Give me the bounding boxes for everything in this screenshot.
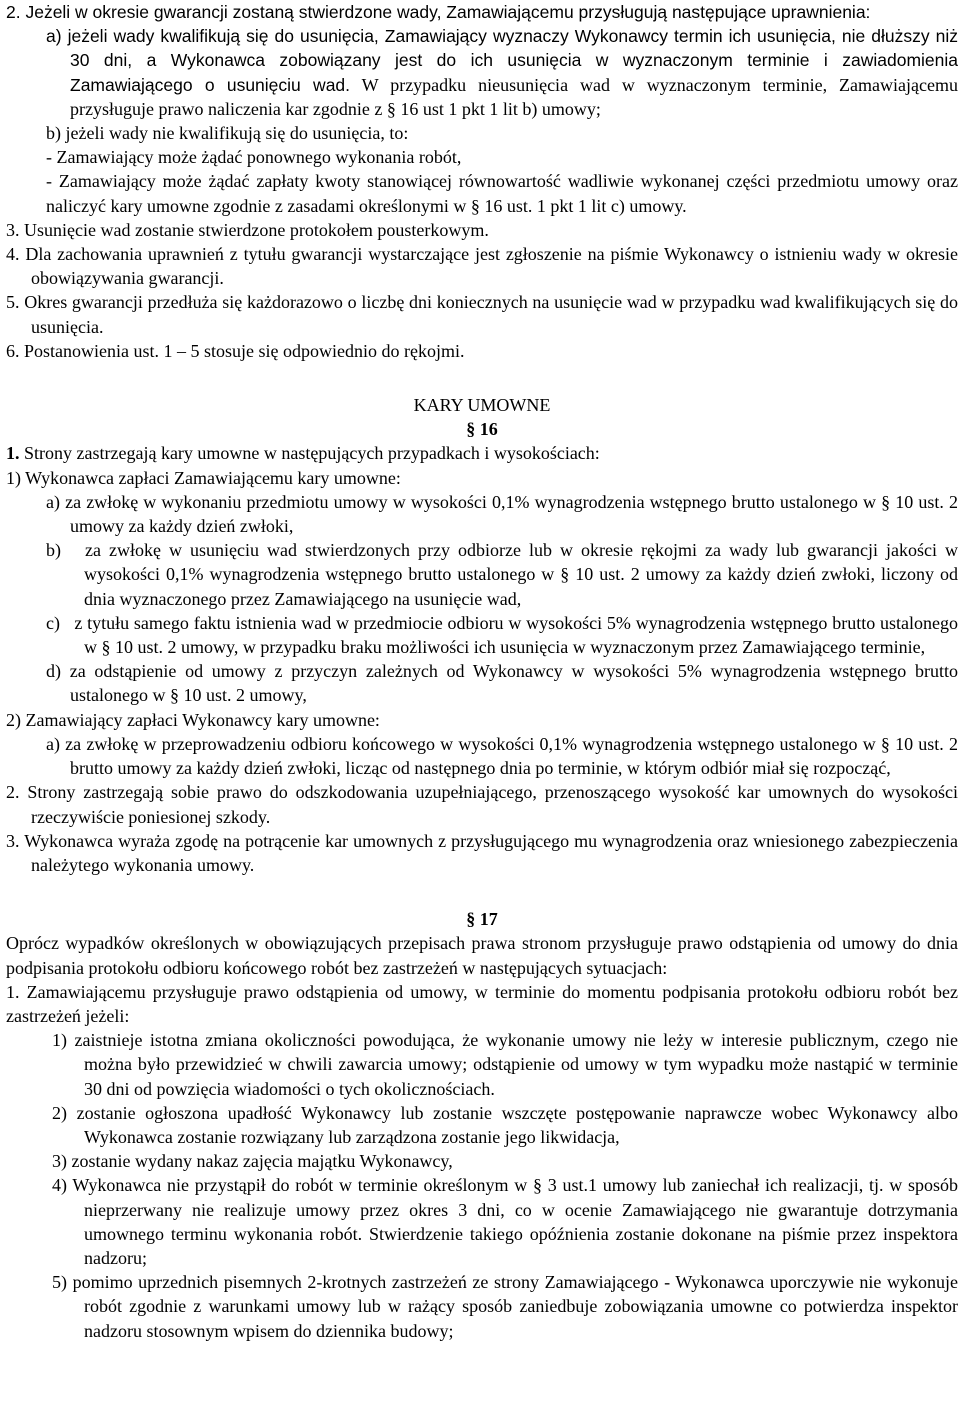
- kary-point-1-1b: b) za zwłokę w usunięciu wad stwierdzonych przy odbiorze lub w okresie rękojmi za wady lub gwarancji jakości w wysokości 0,1% wynagrodzenia wstępnego brutto ustalonego w § 10 ust. 2 umowy za każdy dzień zwłoki, liczony od dnia wyznaczonego przez Zamawiającego na usunięcie wad,: [46, 540, 958, 609]
- kary-point-1-number: 1.: [6, 443, 20, 464]
- kary-point-1-1d: d) za odstąpienie od umowy z przyczyn zależnych od Wykonawcy w wysokości 5% wynagrodzenia wstępnego brutto ustalonego w § 10 ust. 2 umowy,: [46, 661, 958, 706]
- kary-point-1-1c: c) z tytułu samego faktu istnienia wad w przedmiocie odbioru w wysokości 5% wynagrodzenia wstępnego brutto ustalonego w § 10 ust. 2 umowy, w przypadku braku możliwości ich usunięcia w wyznaczonym przez Zamawiającego terminie,: [46, 612, 958, 658]
- gw-point-2a-cont: W przypadku nieusunięcia wad w wyznaczonym terminie, Zamawiającemu przysługuje prawo naliczenia kar zgodnie z § 16 ust 1 pkt 1 lit b) umowy;: [70, 74, 958, 119]
- gw-point-2b-dash1: - Zamawiający może żądać ponownego wykonania robót,: [46, 147, 462, 168]
- kary-point-1-2a: a) za zwłokę w przeprowadzeniu odbioru końcowego w wysokości 0,1% wynagrodzenia wstępnego ustalonego w § 10 ust. 2 brutto umowy za każdy dzień zwłoki, licząc od następnego dnia po terminie, w którym odbiór miał się rozpocząć,: [46, 733, 958, 779]
- gw-point-3: 3. Usunięcie wad zostanie stwierdzone protokołem pousterkowym.: [6, 219, 489, 240]
- odst-item-2: 2) zostanie ogłoszona upadłość Wykonawcy lub zostanie wszczęte postępowanie naprawcze wobec Wykonawcy albo Wykonawca zostanie rozwiązany lub zarządzona zostanie jego likwidacja,: [52, 1102, 958, 1147]
- gw-point-2b: b) jeżeli wady nie kwalifikują się do usunięcia, to:: [46, 123, 409, 144]
- odst-item-3: 3) zostanie wydany nakaz zajęcia majątku Wykonawcy,: [52, 1151, 453, 1172]
- gw-point-2a-text: a) jeżeli wady kwalifikują się do usunięcia, Zamawiający wyznaczy Wykonawcy termin ich usunięcia, nie dłuższy niż 30 dni, a Wykonawca zobowiązany jest do ich usunięcia w wyznaczonym terminie i zawiadomienia Zamawiającego o usunięciu wad.: [46, 26, 958, 95]
- odst-item-4: 4) Wykonawca nie przystąpił do robót w terminie określonym w § 3 ust.1 umowy lub zaniechał ich realizacji, tj. w sposób nieprzerwany nie realizuje umowy przez okres 3 dni, co w ocenie Zamawiającego nie gwarantuje dotrzymania umownego terminu wykonania robót. Stwierdzenie takiego opóźnienia zostanie dokonane na piśmie przez inspektora nadzoru;: [52, 1175, 958, 1268]
- gw-point-2b-dash2: - Zamawiający może żądać zapłaty kwoty stanowiącej równowartość wadliwie wykonanej części przedmiotu umowy oraz naliczyć kary umowne zgodnie z zasadami określonymi w § 16 ust. 1 pkt 1 lit c) umowy.: [46, 171, 958, 216]
- kary-paragraph-number: § 16: [466, 419, 498, 440]
- kary-point-1-text: Strony zastrzegają kary umowne w następujących przypadkach i wysokościach:: [19, 443, 600, 464]
- odst-intro: Oprócz wypadków określonych w obowiązujących przepisach prawa stronom przysługuje prawo odstąpienia od umowy do dnia podpisania protokołu odbioru końcowego robót bez zastrzeżeń w następujących sytuacjach:: [6, 933, 958, 978]
- spacer: [6, 363, 958, 393]
- kary-point-1-2: 2) Zamawiający zapłaci Wykonawcy kary umowne:: [6, 709, 380, 730]
- kary-point-2: 2. Strony zastrzegają sobie prawo do odszkodowania uzupełniającego, przenoszącego wysokość kar umownych do wysokości rzeczywiście poniesionej szkody.: [6, 782, 958, 827]
- kary-point-1-1a: a) za zwłokę w wykonaniu przedmiotu umowy w wysokości 0,1% wynagrodzenia wstępnego brutto ustalonego w § 10 ust. 2 umowy za każdy dzień zwłoki,: [46, 491, 958, 537]
- kary-title: KARY UMOWNE: [413, 395, 551, 416]
- gw-point-5: 5. Okres gwarancji przedłuża się każdorazowo o liczbę dni koniecznych na usunięcie wad w przypadku wad kwalifikujących się do usunięcia.: [6, 292, 958, 337]
- gw-point-2: 2. Jeżeli w okresie gwarancji zostaną stwierdzone wady, Zamawiającemu przysługują następujące uprawnienia:: [6, 2, 871, 22]
- kary-point-3: 3. Wykonawca wyraża zgodę na potrącenie kar umownych z przysługującego mu wynagrodzenia oraz wniesionego zabezpieczenia należytego wykonania umowy.: [6, 830, 958, 875]
- odst-point-1: 1. Zamawiającemu przysługuje prawo odstąpienia od umowy, w terminie do momentu podpisania protokołu odbioru robót bez zastrzeżeń jeżeli:: [6, 981, 958, 1026]
- odst-item-1: 1) zaistnieje istotna zmiana okoliczności powodująca, że wykonanie umowy nie leży w interesie publicznym, czego nie można było przewidzieć w chwili zawarcia umowy; odstąpienie od umowy w tym wypadku może nastąpić w terminie 30 dni od powzięcia wiadomości o tych okolicznościach.: [52, 1030, 958, 1099]
- odst-item-5: 5) pomimo uprzednich pisemnych 2-krotnych zastrzeżeń ze strony Zamawiającego - Wykonawca uporczywie nie wykonuje robót zgodnie z warunkami umowy lub w rażący sposób zaniedbuje zobowiązania umowne co potwierdza inspektor nadzoru stosownym wpisem do dziennika budowy;: [52, 1272, 958, 1341]
- gw-point-6: 6. Postanowienia ust. 1 – 5 stosuje się odpowiednio do rękojmi.: [6, 340, 465, 361]
- gw-point-2a: [6, 24, 958, 121]
- kary-point-1: [6, 441, 958, 465]
- kary-point-1-1: 1) Wykonawca zapłaci Zamawiającemu kary umowne:: [6, 467, 401, 488]
- spacer: [6, 877, 958, 907]
- gw-point-4: 4. Dla zachowania uprawnień z tytułu gwarancji wystarczające jest zgłoszenie na piśmie Wykonawcy o istnieniu wady w okresie obowiązywania gwarancji.: [6, 244, 958, 289]
- odst-paragraph-number: § 17: [466, 909, 498, 930]
